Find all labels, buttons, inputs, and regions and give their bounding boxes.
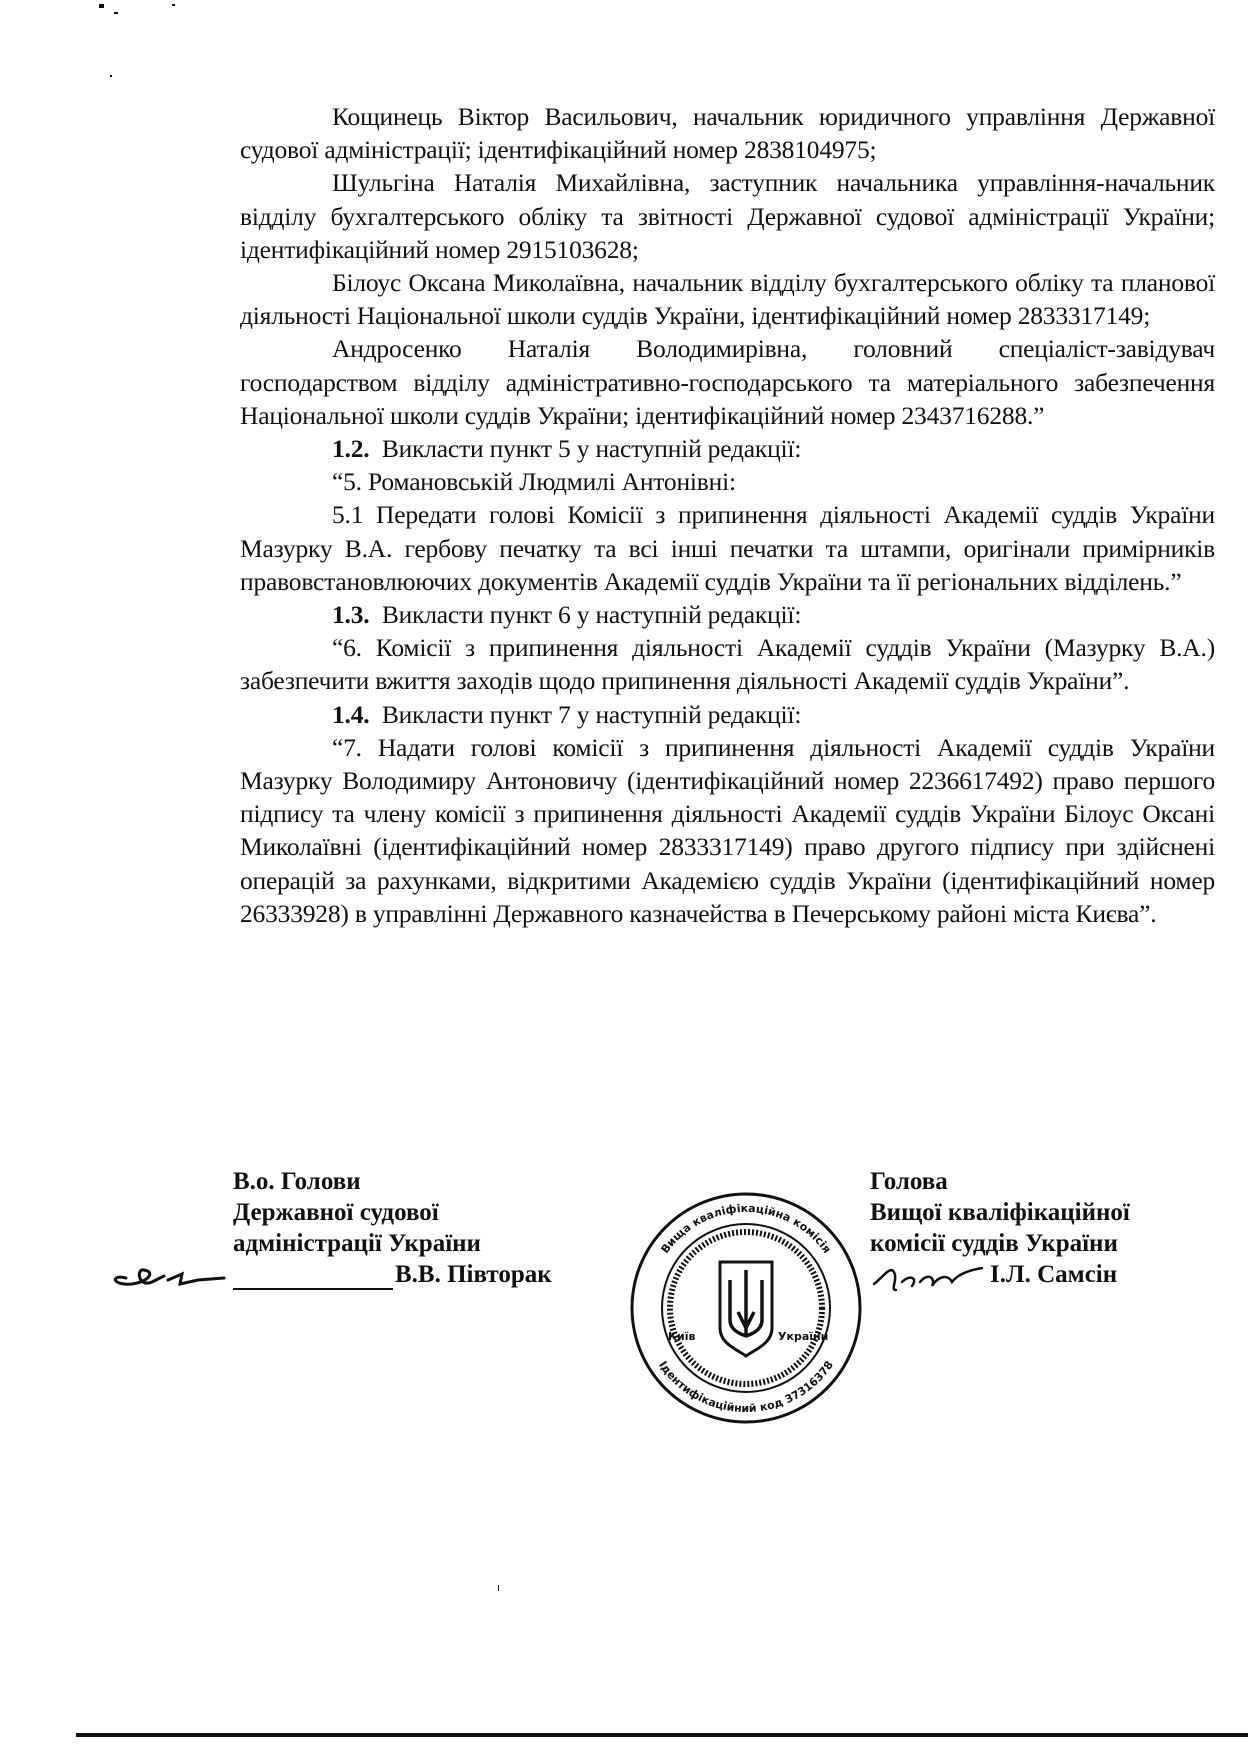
section-heading-text: Викласти пункт 7 у наступній редакції:	[381, 699, 802, 729]
signature-block-left	[233, 1166, 552, 1290]
stamp-left-text: Київ	[668, 1330, 696, 1343]
signatory-name: В.В. Півторак	[395, 1261, 552, 1288]
section-heading-1-3	[240, 598, 1215, 631]
page-bottom-rule	[76, 1733, 1248, 1737]
signatory-title-line2: Вищої кваліфікаційної	[870, 1199, 1130, 1226]
scan-speck	[498, 1585, 499, 1591]
paragraph-bilous: Білоус Оксана Миколаївна, начальник відділу бухгалтерського обліку та планової діяльності Національної школи суддів України, ідентифікаційний номер 2833317149;	[240, 268, 1215, 331]
document-body	[240, 100, 1215, 930]
section-heading-1-2	[240, 432, 1215, 465]
scan-speck	[172, 4, 175, 6]
handwritten-signature-right	[870, 1262, 985, 1294]
official-stamp	[628, 1190, 864, 1426]
section-item: “5. Романовській Людмилі Антонівні:	[332, 467, 736, 497]
scan-speck	[110, 75, 112, 77]
paragraph-androsenko: Андросенко Наталія Володимирівна, головний спеціаліст-завідувач господарством відділу адміністративно-господарського та матеріального забезпечення Національної школи суддів України; ідентифікаційний номер 2343716288.”	[240, 334, 1215, 430]
section-item: 5.1 Передати голові Комісії з припинення діяльності Академії суддів України Мазурку В.А. гербову печатку та всі інші печатки та штампи, оригінали примірників правовстановлюючих документів Академії суддів України та її регіональних відділень.”	[240, 500, 1215, 596]
stamp-right-text: України	[778, 1330, 829, 1343]
signatory-name: І.Л. Самсін	[990, 1261, 1118, 1288]
section-heading-text: Викласти пункт 6 у наступній редакції:	[381, 600, 802, 630]
section-heading-1-4	[240, 698, 1215, 731]
trident-emblem-icon	[720, 1262, 772, 1356]
signatory-title-line2: Державної судової	[233, 1199, 439, 1226]
stamp-top-text: Вища кваліфікаційна комісія	[658, 1201, 834, 1256]
scan-speck	[114, 12, 118, 14]
section-item: “6. Комісії з припинення діяльності Академії суддів України (Мазурку В.А.) забезпечити вжиття заходів щодо припинення діяльності Академії суддів України”.	[240, 633, 1215, 696]
paragraph-shulgina: Шульгіна Наталія Михайлівна, заступник начальника управління-начальник відділу бухгалтерського обліку та звітності Державної судової адміністрації України; ідентифікаційний номер 2915103628;	[240, 168, 1215, 264]
section-number: 1.3.	[332, 600, 370, 630]
signatory-title-line1: Голова	[870, 1168, 948, 1195]
section-number: 1.4.	[332, 699, 370, 729]
signatory-name-line	[233, 1259, 552, 1290]
signatory-title-line3: комісії суддів України	[870, 1230, 1118, 1257]
signatory-title-line1: В.о. Голови	[233, 1168, 361, 1195]
signature-line	[233, 1266, 393, 1290]
stamp-bottom-text: Ідентифікаційний код 37316378	[656, 1358, 836, 1416]
paragraph-koshchynets: Кощинець Віктор Васильович, начальник юридичного управління Державної судової адміністрації; ідентифікаційний номер 2838104975;	[240, 102, 1215, 165]
section-item: “7. Надати голові комісії з припинення діяльності Академії суддів України Мазурку Володимиру Антоновичу (ідентифікаційний номер 2236617492) право першого підпису та члену комісії з припинення діяльності Академії суддів України Білоус Оксані Миколаївні (ідентифікаційний номер 2833317149) право другого підпису при здійснені операцій за рахунками, відкритими Академією суддів України (ідентифікаційний номер 26333928) в управлінні Державного казначейства в Печерському районі міста Києва”.	[240, 732, 1215, 928]
scan-speck	[99, 4, 104, 8]
section-number: 1.2.	[332, 434, 370, 464]
signatory-title-line3: адміністрації України	[233, 1230, 481, 1257]
section-heading-text: Викласти пункт 5 у наступній редакції:	[381, 434, 802, 464]
handwritten-signature-left	[108, 1250, 228, 1300]
